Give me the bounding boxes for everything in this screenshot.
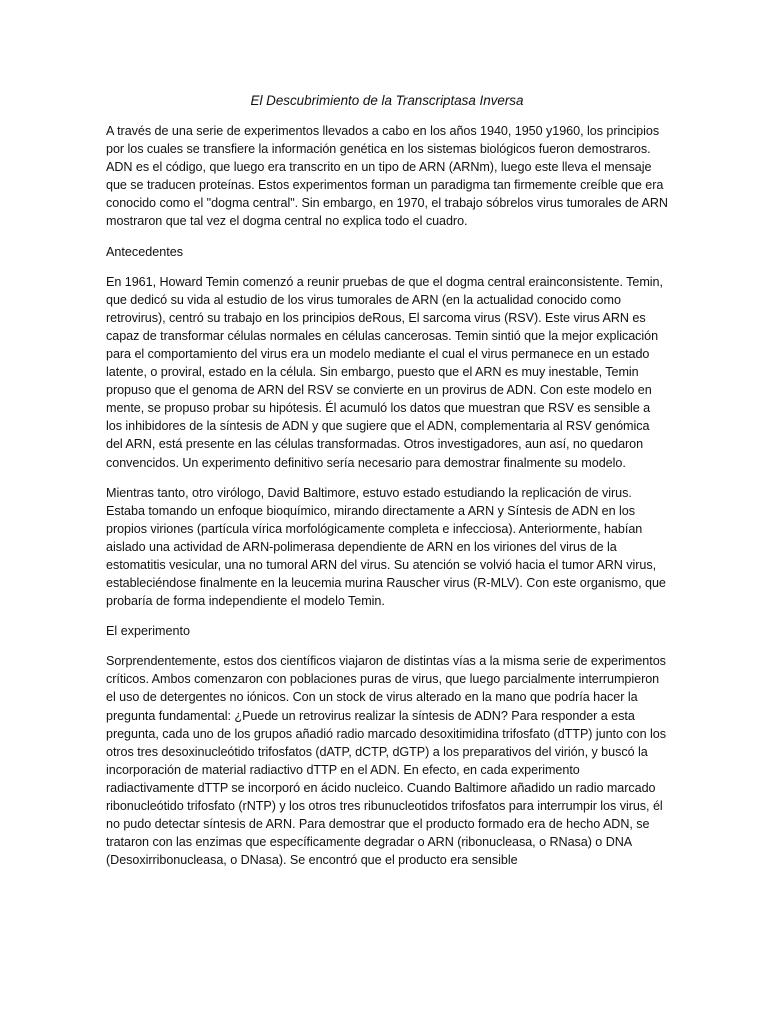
intro-paragraph: A través de una serie de experimentos llevados a cabo en los años 1940, 1950 y1960, los principios por los cuales se transfiere la información genética en los sistemas biológicos fueron demostraros. ADN es el código, que luego era transcrito en un tipo de ARN (ARNm), luego este lleva el mensaje que se traducen proteínas. Estos experimentos forman un paradigma tan firmemente creíble que era conocido como el "dogma central". Sin embargo, en 1970, el trabajo sóbrelos virus tumorales de ARN mostraron que tal vez el dogma central no explica todo el cuadro. [106,124,668,229]
document-content [106,92,668,881]
section-heading-experimento: El experimento [106,624,190,639]
section-heading-antecedentes: Antecedentes [106,244,184,259]
antecedentes-paragraph-2: Mientras tanto, otro virólogo, David Baltimore, estuvo estado estudiando la replicación de virus. Estaba tomando un enfoque bioquímico, mirando directamente a ARN y Síntesis de ADN en los propios viriones (partícula vírica morfológicamente completa e infecciosa). Anteriormente, habían aislado una actividad de ARN-polimerasa dependiente de ARN en los viriones del virus de la estomatitis vesicular, una no tumoral ARN del virus. Su atención se volvió hacia el tumor ARN virus, estableciéndose finalmente en la leucemia murina Rauscher virus (R-MLV). Con este organismo, que probaría de forma independiente el modelo Temin. [106,485,666,609]
antecedentes-paragraph-1: En 1961, Howard Temin comenzó a reunir pruebas de que el dogma central erainconsistente. Temin, que dedicó su vida al estudio de los virus tumorales de ARN (en la actualidad conocido como retrovirus), centró su trabajo en los principios deRous, El sarcoma virus (RSV). Este virus ARN es capaz de transformar células normales en células cancerosas. Temin sintió que la mejor explicación para el comportamiento del virus era un modelo mediante el cual el virus permanece en un estado latente, o proviral, estado en la célula. Sin embargo, puesto que el ARN es muy inestable, Temin propuso que el genoma de ARN del RSV se convierte en un provirus de ADN. Con este modelo en mente, se propuso probar su hipótesis. Él acumuló los datos que muestran que RSV es sensible a los inhibidores de la síntesis de ADN y que sugiere que el ADN, complementaria al RSV genómica del ARN, está presente en las células transformadas. Otros investigadores, aun así, no quedaron convencidos. Un experimento definitivo sería necesario para demostrar finalmente su modelo. [106,274,663,470]
experimento-paragraph-1: Sorprendentemente, estos dos científicos viajaron de distintas vías a la misma serie de experimentos críticos. Ambos comenzaron con poblaciones puras de virus, que luego parcialmente interrumpieron el uso de detergentes no iónicos. Con un stock de virus alterado en la mano que podría hacer la pregunta fundamental: ¿Puede un retrovirus realizar la síntesis de ADN? Para responder a esta pregunta, cada uno de los grupos añadió radio marcado desoxitimidina trifosfato (dTTP) junto con los otros tres desoxinucleótido trifosfatos (dATP, dCTP, dGTP) a los preparativos del virión, y buscó la incorporación de material radiactivo dTTP en el ADN. En efecto, en cada experimento radiactivamente dTTP se incorporó en ácido nucleico. Cuando Baltimore añadido un radio marcado ribonucleótido trifosfato (rNTP) y los otros tres ribunucleotidos trifosfatos para interrumpir los virus, él no pudo detectar síntesis de ARN. Para demostrar que el producto formado era de hecho ADN, se trataron con las enzimas que específicamente degradar o ARN (ribonucleasa, o RNasa) o DNA (Desoxirribonucleasa, o DNasa). Se encontró que el producto era sensible [106,654,666,868]
document-title: El Descubrimiento de la Transcriptasa Inversa [250,93,524,108]
